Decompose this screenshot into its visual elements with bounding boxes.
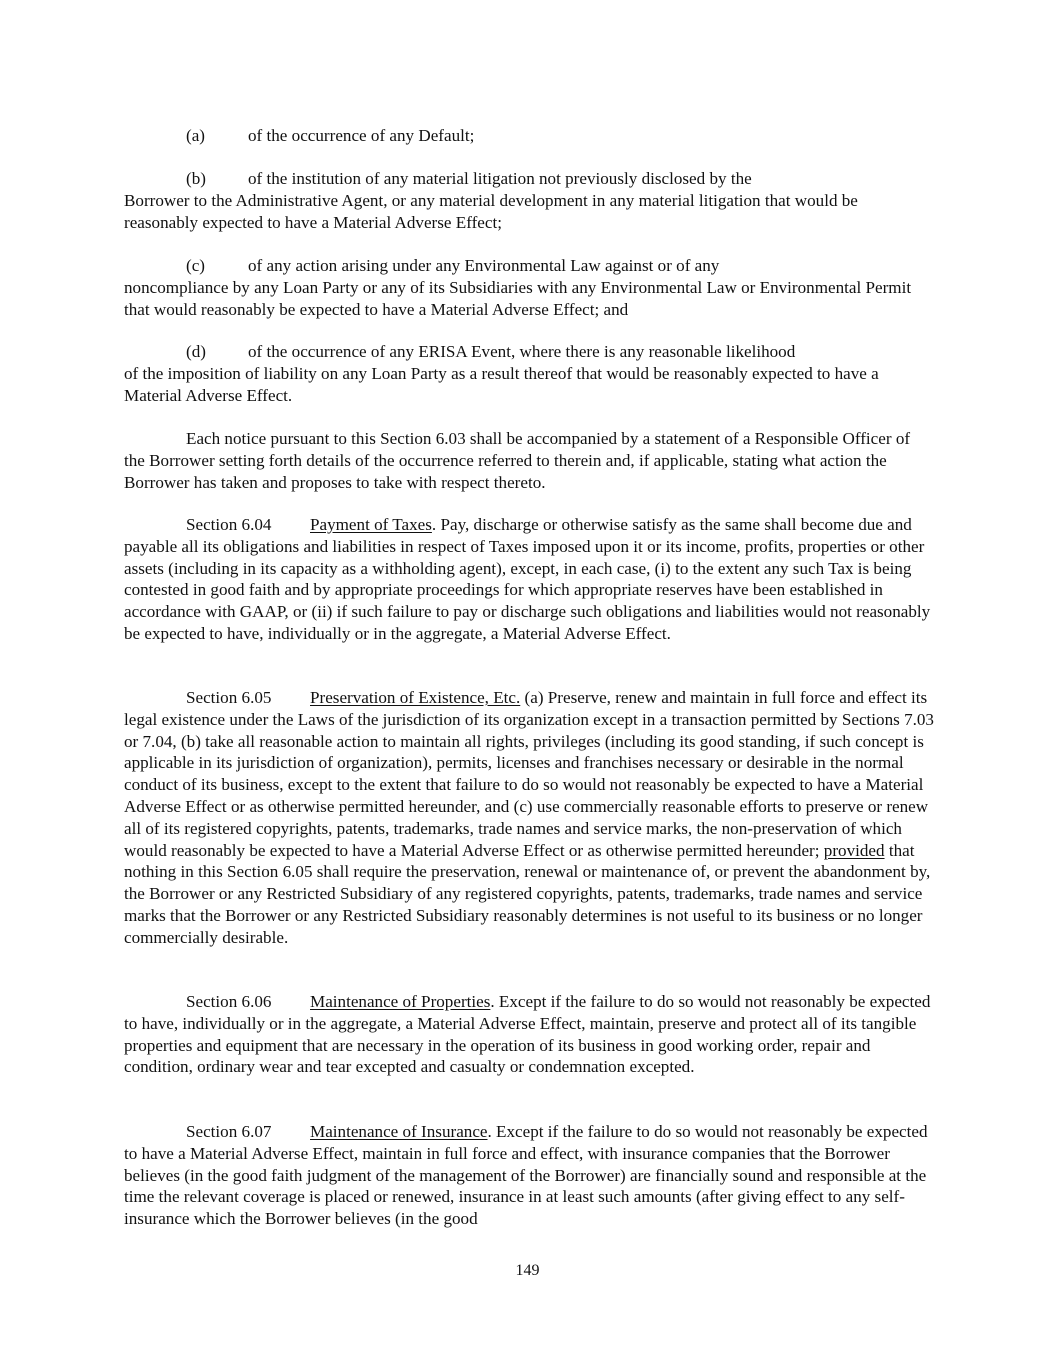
list-item-d [186,341,934,363]
section-text: . Pay, discharge or otherwise satisfy as the same shall become due and payable all its obligations and liabilities in respect of Taxes imposed upon it or its income, profits, properties or other assets (including in its capacity as a withholding agent), except, in each case, (i) to the extent any such Tax is being contested in good faith and by appropriate proceedings for which appropriate reserves have been established in accordance with GAAP, or (ii) if such failure to pay or discharge such obligations and liabilities would not reasonably be expected to have, individually or in the aggregate, a Material Adverse Effect. [124,515,931,643]
list-item-c-continuation: noncompliance by any Loan Party or any of its Subsidiaries with any Environmental Law or Environmental Permit that would reasonably be expected to have a Material Adverse Effect; and [124,278,912,319]
section-6-06 [124,991,934,1078]
list-item-a [186,125,934,147]
section-title: Maintenance of Insurance [310,1122,488,1141]
list-item-b-continuation: Borrower to the Administrative Agent, or any material development in any material litigation that would be reasonably expected to have a Material Adverse Effect; [124,191,858,232]
list-item-b [186,168,934,190]
section-6-05 [124,687,934,949]
notice-paragraph [124,428,934,493]
section-number: Section 6.05 [186,688,272,707]
section-number: Section 6.06 [186,992,272,1011]
section-text-after: that nothing in this Section 6.05 shall require the preservation, renewal or maintenance of, or prevent the abandonment by, the Borrower or any Restricted Subsidiary of any registered copyrights, patents, trademarks, trade names and service marks that the Borrower or any Restricted Subsidiary reasonably determines is not useful to its business or no longer commercially desirable. [124,840,931,947]
proviso-term: provided [823,840,885,860]
section-text: . Except if the failure to do so would not reasonably be expected to have a Material Adverse Effect, maintain in full force and effect, with insurance companies that the Borrower believes (in the good faith judgment of the management of the Borrower) are financially sound and responsible at the time the relevant coverage is placed or renewed, insurance in at least such amounts (after giving effect to any self-insurance which the Borrower believes (in the good [124,1122,928,1229]
section-title: Payment of Taxes [310,515,432,534]
section-text: (a) Preserve, renew and maintain in full force and effect its legal existence under the Laws of the jurisdiction of its organization except in a transaction permitted by Sections 7.03 or 7.04, (b) take all reasonable action to maintain all rights, privileges (including its good standing, if such concept is applicable in its jurisdiction of organization), permits, licenses and franchises necessary or desirable in the normal conduct of its business, except to the extent that failure to do so would not reasonably be expected to have a Material Adverse Effect or as otherwise permitted hereunder, and (c) use commercially reasonable efforts to preserve or renew all of its registered copyrights, patents, trademarks, trade names and service marks, the non-preservation of which would reasonably be expected to have a Material Adverse Effect or as otherwise permitted hereunder; [124,688,934,860]
item-text: of the occurrence of any Default; [248,126,475,145]
item-label: (a) [186,126,205,145]
notice-text: Each notice pursuant to this Section 6.03 shall be accompanied by a statement of a Responsible Officer of the Borrower setting forth details of the occurrence referred to therein and, if applicable, stating what action the Borrower has taken and proposes to take with respect thereto. [124,429,911,492]
list-item-d-continuation: of the imposition of liability on any Loan Party as a result thereof that would be reasonably expected to have a Material Adverse Effect. [124,364,879,405]
list-item-c [186,255,934,277]
section-number: Section 6.04 [186,515,272,534]
section-number: Section 6.07 [186,1122,272,1141]
item-label: (d) [186,342,206,361]
item-text: of the occurrence of any ERISA Event, where there is any reasonable likelihood [248,342,796,361]
section-text: . Except if the failure to do so would not reasonably be expected to have, individually or in the aggregate, a Material Adverse Effect, maintain, preserve and protect all of its tangible properties and equipment that are necessary in the operation of its business in good working order, repair and condition, ordinary wear and tear excepted and casualty or condemnation excepted. [124,992,931,1077]
item-label: (c) [186,256,205,275]
item-text: of the institution of any material litigation not previously disclosed by the [248,169,752,188]
item-label: (b) [186,169,206,188]
item-text: of any action arising under any Environmental Law against or of any [248,256,720,275]
section-6-07 [124,1121,934,1230]
section-title: Preservation of Existence, Etc. [310,688,521,707]
page-number: 149 [515,1262,540,1279]
section-6-04 [124,514,934,645]
section-title: Maintenance of Properties [310,992,491,1011]
